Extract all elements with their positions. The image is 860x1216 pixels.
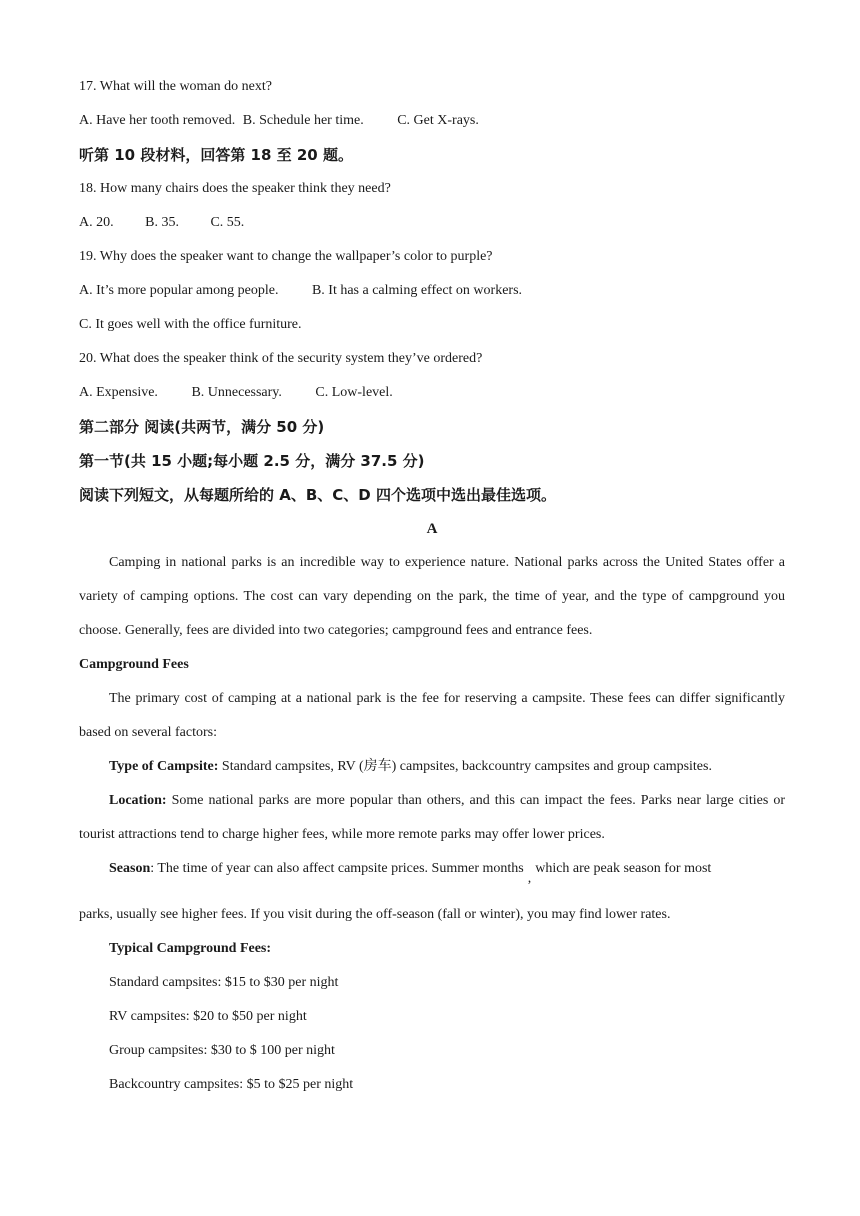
location-paragraph [79, 784, 785, 852]
option-b: B. Unnecessary. [191, 385, 282, 400]
location-text: Some national parks are more popular than others, and this can impact the fees. Parks near large cities or tourist attractions tend to charge higher fees, while more remote parks may offer lower prices. [79, 793, 785, 842]
question-19-options-row1 [79, 274, 785, 308]
fee-standard: Standard campsites: $15 to $30 per night [109, 975, 339, 990]
question-18-options [79, 206, 785, 240]
option-c: C. Low-level. [315, 385, 393, 400]
option-b: B. 35. [145, 215, 179, 230]
passage-intro: Camping in national parks is an incredible way to experience nature. National parks across the United States offer a variety of camping options. The cost can vary depending on the park, the time of year, and the type of campground you choose. Generally, fees are divided into two categories; campground fees and entrance fees. [79, 555, 785, 638]
campground-fees-heading: Campground Fees [79, 657, 189, 672]
question-19-options-row2 [79, 308, 785, 342]
option-c: C. Get X-rays. [397, 113, 479, 128]
option-c: C. It goes well with the office furniture. [79, 317, 302, 332]
option-b: B. Schedule her time. [242, 113, 364, 128]
option-a: A. 20. [79, 215, 114, 230]
season-text-2: which are peak season for most [535, 861, 712, 876]
question-17-options [79, 104, 785, 138]
option-a: A. Expensive. [79, 385, 158, 400]
season-paragraph [79, 852, 785, 932]
location-label: Location: [109, 793, 167, 808]
question-20: 20. What does the speaker think of the security system they’ve ordered? [79, 351, 483, 366]
section-10-heading: 听第 10 段材料，回答第 18 至 20 题。 [79, 146, 353, 164]
option-a: A. It’s more popular among people. [79, 283, 279, 298]
question-17: 17. What will the woman do next? [79, 79, 272, 94]
passage-letter: A [426, 521, 438, 537]
season-comma: , [527, 871, 532, 886]
option-b: B. It has a calming effect on workers. [311, 283, 523, 298]
reading-instructions: 阅读下列短文，从每题所给的 A、B、C、D 四个选项中选出最佳选项。 [79, 486, 556, 504]
type-label: Type of Campsite: [109, 759, 219, 774]
question-19: 19. Why does the speaker want to change the wallpaper’s color to purple? [79, 249, 493, 264]
type-text: Standard campsites, RV (房车) campsites, backcountry campsites and group campsites. [218, 759, 712, 774]
season-text-1: : The time of year can also affect campsite prices. Summer months [150, 861, 524, 876]
option-a: A. Have her tooth removed. [79, 113, 236, 128]
question-20-options [79, 376, 785, 410]
document-page [79, 70, 785, 1102]
option-c: C. 55. [210, 215, 245, 230]
fee-group: Group campsites: $30 to $ 100 per night [109, 1043, 335, 1058]
part-2-heading: 第二部分 阅读(共两节，满分 50 分) [79, 418, 325, 436]
type-of-campsite [79, 750, 785, 784]
campground-intro: The primary cost of camping at a national park is the fee for reserving a campsite. These fees can differ significantly based on several factors: [79, 691, 785, 740]
question-18: 18. How many chairs does the speaker think they need? [79, 181, 391, 196]
season-label: Season [109, 861, 151, 876]
season-text-3: parks, usually see higher fees. If you visit during the off-season (fall or winter), you may find lower rates. [79, 907, 671, 922]
fee-backcountry: Backcountry campsites: $5 to $25 per night [109, 1077, 354, 1092]
fee-rv: RV campsites: $20 to $50 per night [109, 1009, 307, 1024]
part-2-section-1-heading: 第一节(共 15 小题;每小题 2.5 分，满分 37.5 分) [79, 452, 425, 470]
typical-fees-heading: Typical Campground Fees: [109, 941, 272, 956]
